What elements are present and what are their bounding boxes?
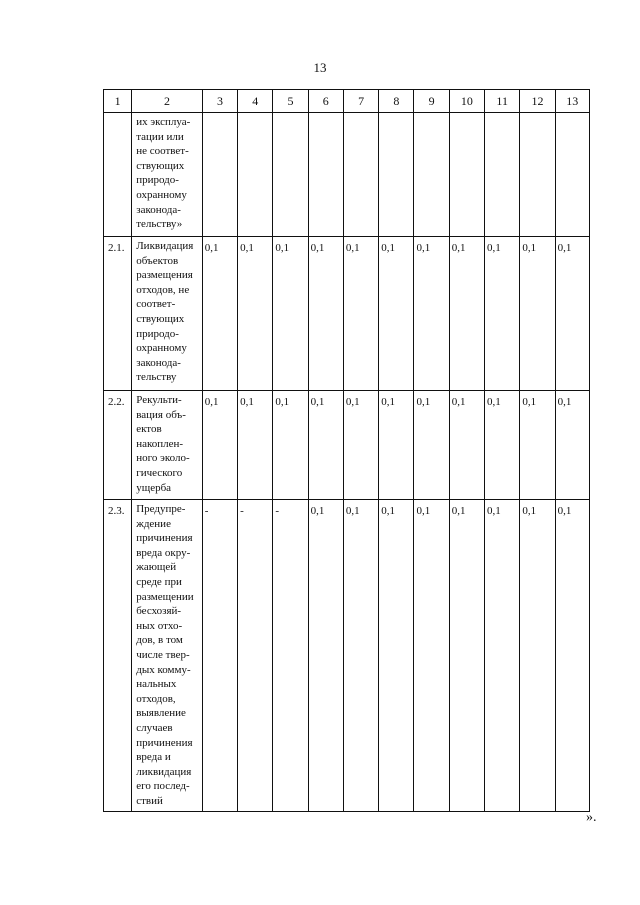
value-cell xyxy=(414,113,449,237)
value-cell: 0,1 xyxy=(379,391,414,500)
value-cell: 0,1 xyxy=(449,500,484,812)
value-cell xyxy=(449,113,484,237)
description-line: среде при xyxy=(136,575,182,588)
value-cell: 0,1 xyxy=(273,391,308,500)
description-line: объектов xyxy=(136,254,179,267)
value-cell: - xyxy=(238,500,273,812)
value-cell xyxy=(485,113,520,237)
description-line: вация объ- xyxy=(136,408,186,421)
value-cell: 0,1 xyxy=(379,500,414,812)
table-row xyxy=(104,391,590,500)
column-header: 13 xyxy=(555,90,589,113)
description-line: ных отхо- xyxy=(136,619,183,632)
table-row xyxy=(104,500,590,812)
value-cell: 0,1 xyxy=(414,391,449,500)
description-line: числе твер- xyxy=(136,648,190,661)
column-header: 12 xyxy=(520,90,555,113)
column-header: 3 xyxy=(202,90,237,113)
description-line: ствий xyxy=(136,794,163,807)
value-cell: 0,1 xyxy=(308,500,343,812)
description-line: природо- xyxy=(136,327,179,340)
description-line: выявление xyxy=(136,707,186,720)
row-number: 2.2. xyxy=(104,391,132,500)
value-cell: 0,1 xyxy=(485,391,520,500)
value-cell xyxy=(308,113,343,237)
value-cell xyxy=(343,113,378,237)
description-line: ствующих xyxy=(136,312,185,325)
description-line: жающей xyxy=(136,561,177,574)
value-cell: 0,1 xyxy=(343,237,378,391)
value-cell: 0,1 xyxy=(449,391,484,500)
value-cell: 0,1 xyxy=(520,237,555,391)
value-cell: 0,1 xyxy=(520,391,555,500)
description-line: ждение xyxy=(136,517,171,530)
row-description xyxy=(132,237,203,391)
value-cell: 0,1 xyxy=(343,500,378,812)
description-line: причинения xyxy=(136,532,193,545)
description-line: ликвидация xyxy=(136,765,192,778)
description-line: тации или xyxy=(136,130,184,143)
description-line: природо- xyxy=(136,174,179,187)
row-number xyxy=(104,113,132,237)
value-cell: 0,1 xyxy=(485,500,520,812)
closing-quote-mark: ». xyxy=(586,810,597,825)
description-line: ного эколо- xyxy=(136,452,190,465)
value-cell: 0,1 xyxy=(202,237,237,391)
column-header: 8 xyxy=(379,90,414,113)
description-line: соответ- xyxy=(136,298,176,311)
value-cell: 0,1 xyxy=(343,391,378,500)
description-line: ектов xyxy=(136,423,162,436)
row-description xyxy=(132,113,203,237)
value-cell xyxy=(273,113,308,237)
description-line: размещении xyxy=(136,590,194,603)
column-header: 7 xyxy=(343,90,378,113)
value-cell: 0,1 xyxy=(238,391,273,500)
value-cell: 0,1 xyxy=(308,237,343,391)
table-header-row xyxy=(104,90,590,113)
value-cell: 0,1 xyxy=(485,237,520,391)
value-cell xyxy=(520,113,555,237)
row-number: 2.3. xyxy=(104,500,132,812)
description-line: дых комму- xyxy=(136,663,191,676)
value-cell: - xyxy=(273,500,308,812)
description-line: отходов, не xyxy=(136,283,190,296)
row-description xyxy=(132,391,203,500)
column-header: 1 xyxy=(104,90,132,113)
column-header: 9 xyxy=(414,90,449,113)
value-cell: - xyxy=(202,500,237,812)
description-line: случаев xyxy=(136,721,173,734)
value-cell: 0,1 xyxy=(555,500,589,812)
description-line: Предупре- xyxy=(136,503,186,515)
description-line: охранному xyxy=(136,188,187,201)
value-cell: 0,1 xyxy=(273,237,308,391)
description-line: бесхозяй- xyxy=(136,605,182,618)
description-line: вреда окру- xyxy=(136,546,191,559)
value-cell xyxy=(202,113,237,237)
description-line: причинения xyxy=(136,736,193,749)
description-line: не соответ- xyxy=(136,145,189,158)
row-number: 2.1. xyxy=(104,237,132,391)
value-cell xyxy=(555,113,589,237)
description-line: законода- xyxy=(136,203,181,216)
description-line: охранному xyxy=(136,342,187,355)
page-number: 13 xyxy=(313,60,327,75)
description-line: накоплен- xyxy=(136,437,184,450)
description-line: нальных xyxy=(136,678,177,691)
value-cell: 0,1 xyxy=(202,391,237,500)
value-cell: 0,1 xyxy=(555,391,589,500)
column-header: 2 xyxy=(132,90,203,113)
data-table xyxy=(103,89,590,812)
description-line: дов, в том xyxy=(136,634,183,647)
column-header: 4 xyxy=(238,90,273,113)
description-line: тельству xyxy=(136,371,177,384)
column-header: 11 xyxy=(485,90,520,113)
value-cell: 0,1 xyxy=(238,237,273,391)
description-line: его послед- xyxy=(136,780,190,793)
table-row xyxy=(104,237,590,391)
table-row xyxy=(104,113,590,237)
column-header: 5 xyxy=(273,90,308,113)
description-line: вреда и xyxy=(136,751,171,764)
value-cell: 0,1 xyxy=(308,391,343,500)
value-cell: 0,1 xyxy=(520,500,555,812)
description-line: их эксплуа- xyxy=(136,116,191,128)
description-line: гического xyxy=(136,466,183,479)
description-line: размещения xyxy=(136,269,193,282)
column-header: 10 xyxy=(449,90,484,113)
value-cell xyxy=(379,113,414,237)
row-description xyxy=(132,500,203,812)
value-cell: 0,1 xyxy=(414,500,449,812)
description-line: законода- xyxy=(136,356,181,369)
description-line: Ликвидация xyxy=(136,240,194,252)
column-header: 6 xyxy=(308,90,343,113)
value-cell: 0,1 xyxy=(379,237,414,391)
description-line: отходов, xyxy=(136,692,176,705)
value-cell: 0,1 xyxy=(414,237,449,391)
value-cell xyxy=(238,113,273,237)
description-line: тельству» xyxy=(136,218,183,231)
description-line: ущерба xyxy=(136,481,172,494)
description-line: Рекульти- xyxy=(136,394,182,406)
value-cell: 0,1 xyxy=(555,237,589,391)
value-cell: 0,1 xyxy=(449,237,484,391)
description-line: ствующих xyxy=(136,159,185,172)
